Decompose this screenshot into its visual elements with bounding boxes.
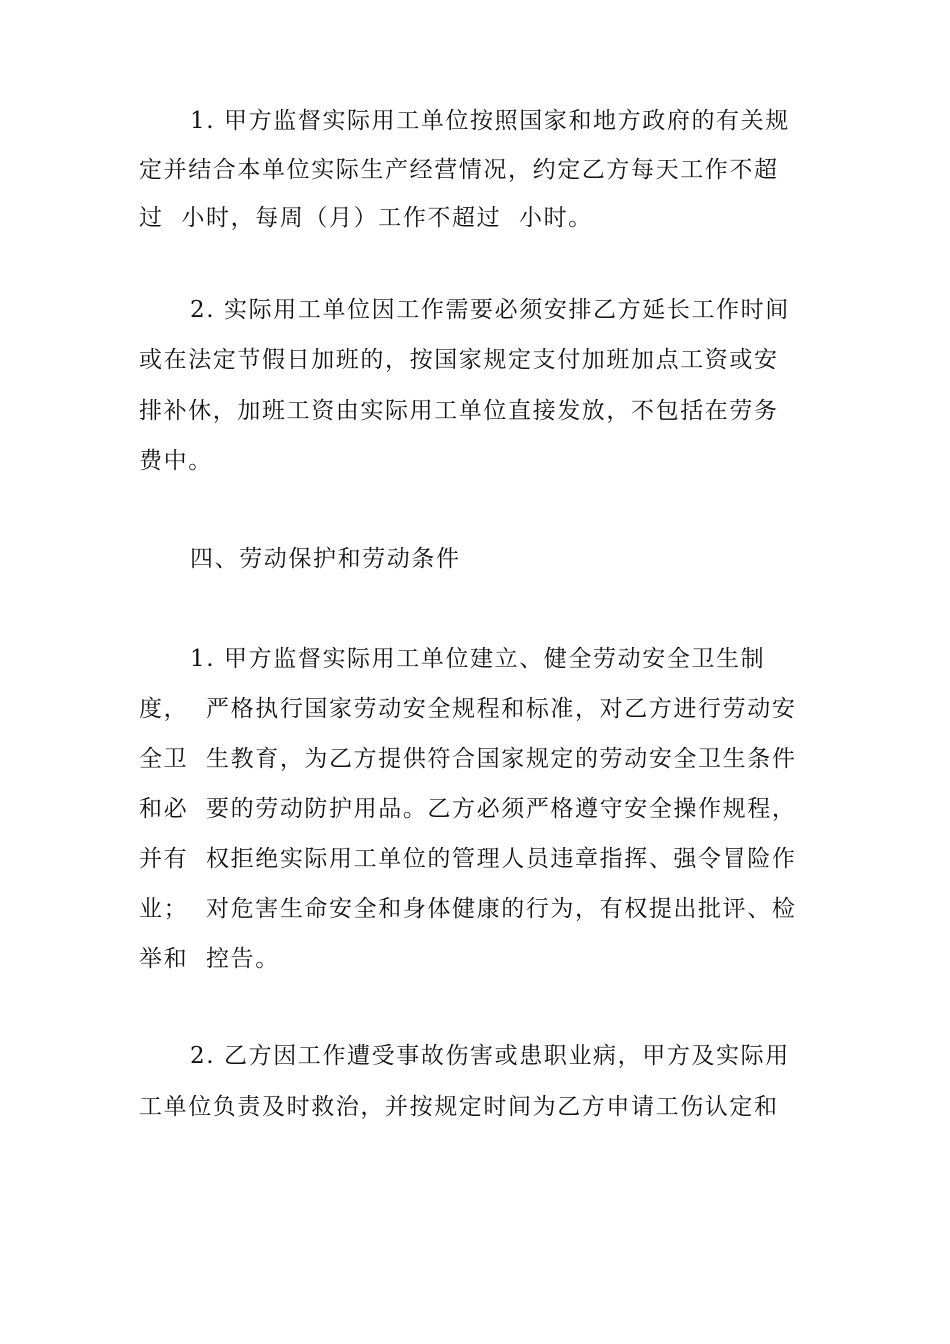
paragraph-2-line-3: 排补休，加班工资由实际用工单位直接发放，不包括在劳务 (139, 398, 779, 424)
paragraph-3-line-1: 1. 甲方监督实际用工单位建立、健全劳动安全卫生制 (190, 646, 766, 672)
paragraph-4-line-2: 工单位负责及时救治，并按规定时间为乙方申请工伤认定和 (139, 1094, 779, 1120)
paragraph-1-line-1: 1. 甲方监督实际用工单位按照国家和地方政府的有关规 (190, 108, 790, 134)
paragraph-3-line-5: 并有 权拒绝实际用工单位的管理人员违章指挥、强令冒险作 (139, 846, 797, 872)
paragraph-2-line-4: 费中。 (139, 448, 213, 474)
paragraph-3-line-6: 业； 对危害生命安全和身体健康的行为，有权提出批评、检 (139, 896, 797, 922)
paragraph-2-line-2: 或在法定节假日加班的，按国家规定支付加班加点工资或安 (139, 347, 779, 373)
paragraph-1-line-2: 定并结合本单位实际生产经营情况，约定乙方每天工作不超 (139, 157, 779, 183)
paragraph-2-line-1: 2. 实际用工单位因工作需要必须安排乙方延长工作时间 (190, 297, 790, 323)
paragraph-3-line-2: 度， 严格执行国家劳动安全规程和标准，对乙方进行劳动安 (139, 696, 797, 722)
paragraph-1-line-3: 过 小时，每周（月）工作不超过 小时。 (139, 205, 593, 231)
section-heading-four: 四、劳动保护和劳动条件 (190, 546, 461, 572)
paragraph-3-line-7: 举和 控告。 (139, 946, 280, 972)
paragraph-3-line-3: 全卫 生教育，为乙方提供符合国家规定的劳动安全卫生条件 (139, 746, 797, 772)
paragraph-3-line-4: 和必 要的劳动防护用品。乙方必须严格遵守安全操作规程， (139, 796, 797, 822)
paragraph-4-line-1: 2. 乙方因工作遭受事故伤害或患职业病，甲方及实际用 (190, 1043, 790, 1069)
